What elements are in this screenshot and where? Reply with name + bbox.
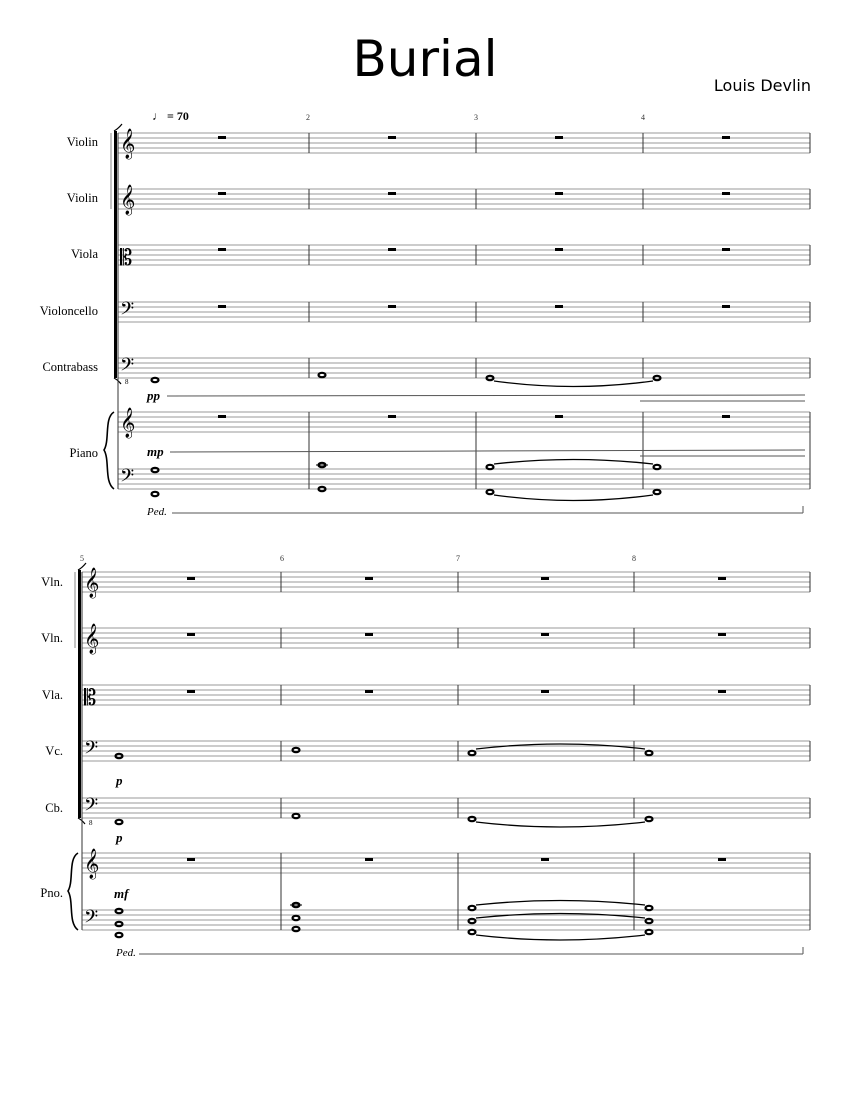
instrument-label-violin-2: Violin [66, 191, 98, 205]
staff-lines [118, 133, 810, 489]
instrument-label-piano: Piano [69, 446, 98, 460]
bass-clef-icon: 𝄢 [84, 795, 99, 820]
dynamic-marking: p [116, 773, 123, 788]
treble-clef-icon: 𝄞 [84, 849, 100, 879]
alto-clef-icon: 𝄡 [120, 246, 133, 271]
dynamic-marking: p [116, 830, 123, 845]
system-1 [40, 109, 810, 518]
treble-clef-icon: 𝄞 [120, 408, 136, 438]
dynamic-extension-line [170, 450, 805, 452]
treble-clef-icon: 𝄞 [84, 624, 100, 654]
bass-clef-icon: 𝄢 [120, 355, 135, 380]
piano-lh-notes [152, 460, 661, 501]
dynamic-extension-line [167, 395, 805, 396]
dynamic-marking: mp [147, 444, 164, 459]
bass-clef-icon: 𝄢 [120, 299, 135, 324]
treble-clef-icon: 𝄞 [120, 185, 136, 215]
tempo-marking: ♩ = 70 [152, 109, 189, 123]
whole-rests [218, 136, 730, 418]
pedal-marking: Ped. [116, 947, 136, 959]
instrument-label-violin-1: Violin [66, 135, 98, 149]
instrument-label-contrabass: Contrabass [42, 360, 98, 374]
treble-clef-icon: 𝄞 [84, 568, 100, 598]
staff-lines [82, 572, 810, 930]
dynamic-marking: pp [147, 388, 160, 403]
octave-marker: 8 [89, 819, 93, 827]
contrabass-notes [152, 373, 661, 387]
measure-number: 4 [641, 113, 645, 122]
instrument-label-contrabass: Cb. [45, 801, 63, 815]
alto-clef-icon: 𝄡 [84, 686, 97, 711]
measure-number: 3 [474, 113, 478, 122]
barlines [309, 133, 810, 489]
score-title: Burial [352, 30, 498, 88]
instrument-label-violoncello: Vc. [45, 744, 63, 758]
piano-brace [68, 853, 78, 930]
measure-number: 6 [280, 554, 284, 563]
instrument-label-violin-1: Vln. [41, 575, 63, 589]
piano-brace [104, 412, 114, 489]
contrabass-notes [116, 814, 653, 827]
instrument-label-viola: Viola [70, 247, 98, 261]
measure-number: 8 [632, 554, 636, 563]
treble-clef-icon: 𝄞 [120, 129, 136, 159]
measure-number: 2 [306, 113, 310, 122]
system-2 [40, 554, 810, 959]
octave-marker: 8 [125, 378, 129, 386]
dynamic-marking: mf [114, 886, 129, 901]
bass-clef-icon: 𝄢 [84, 907, 99, 932]
instrument-label-viola: Vla. [41, 688, 63, 702]
bass-clef-icon: 𝄢 [84, 738, 99, 763]
measure-number: 5 [80, 554, 84, 563]
bass-clef-icon: 𝄢 [120, 466, 135, 491]
instrument-label-piano: Pno. [40, 886, 63, 900]
instrument-label-violoncello: Violoncello [39, 304, 98, 318]
instrument-label-violin-2: Vln. [41, 631, 63, 645]
pedal-marking: Ped. [147, 506, 167, 518]
measure-number: 7 [456, 554, 460, 563]
composer-name: Louis Devlin [713, 76, 811, 95]
